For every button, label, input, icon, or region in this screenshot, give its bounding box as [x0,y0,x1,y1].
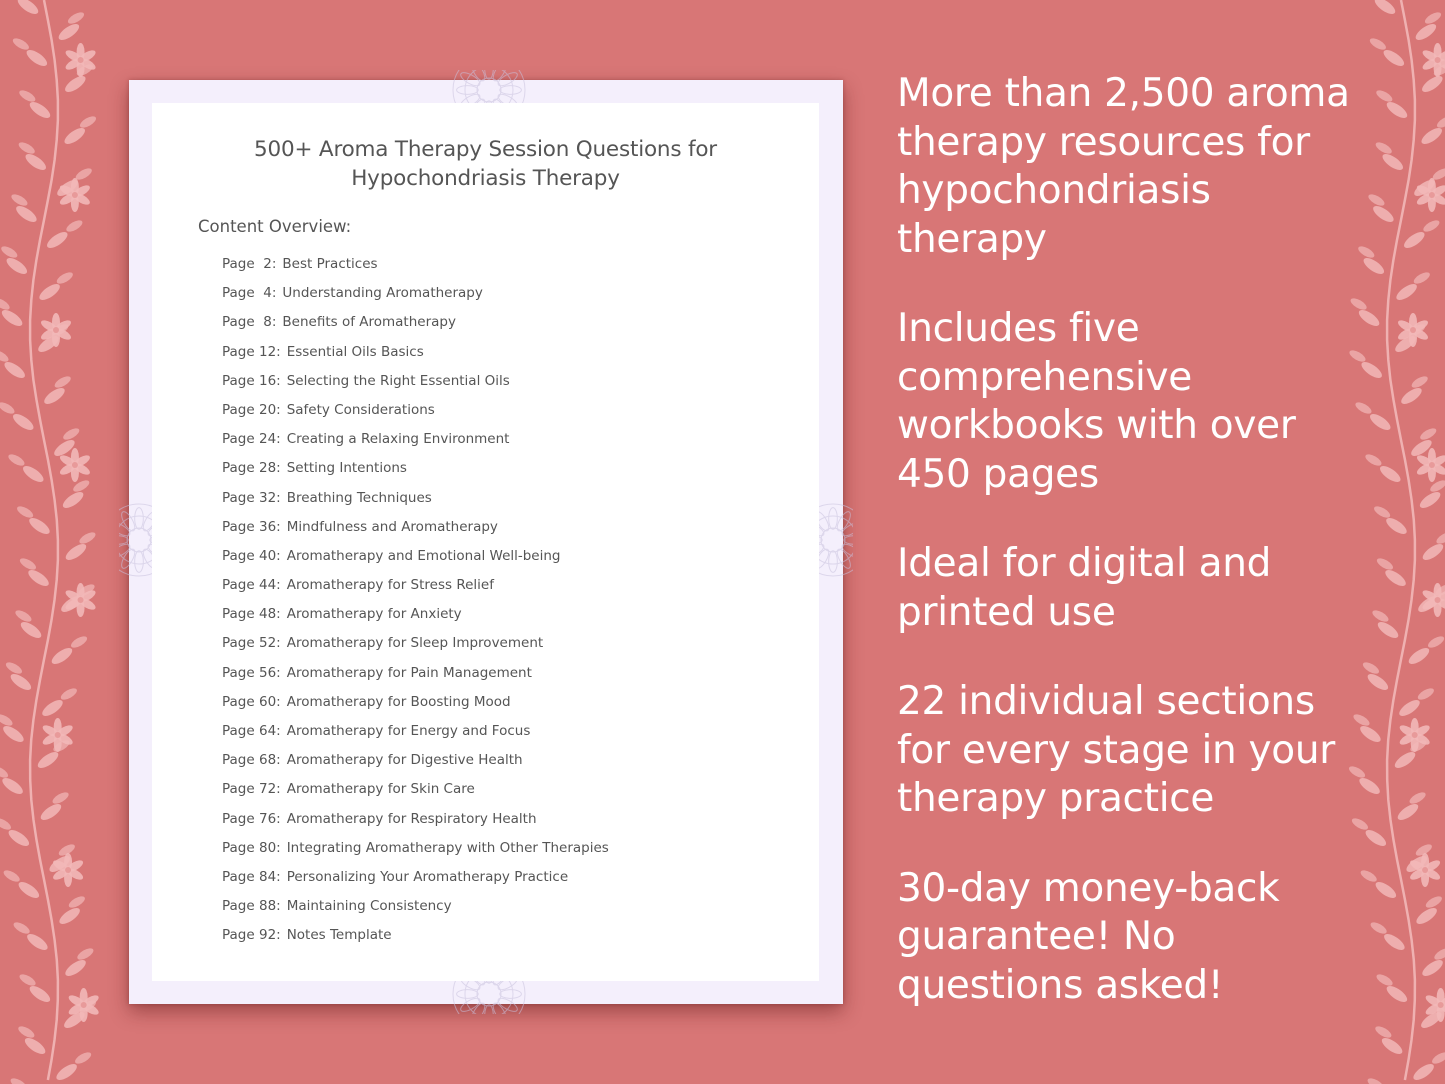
leaf-icon [1411,1061,1436,1083]
feature-line: workbooks with over [897,403,1296,448]
toc-page-number: Page 12: [222,343,281,360]
feature-line: guarantee! No [897,914,1176,959]
leaf-icon [37,281,62,303]
document-title-line-1: 500+ Aroma Therapy Session Questions for [254,137,717,162]
feature-list [897,70,1417,1051]
toc-title: Integrating Aromatherapy with Other Therapies [286,839,609,856]
leaf-icon [60,489,85,511]
toc-page-number: Page 68: [222,752,281,769]
toc-title: Understanding Aromatherapy [282,285,483,302]
toc-page-number: Page 80: [222,839,281,856]
feature-line: 22 individual sections [897,679,1315,724]
toc-item [222,487,609,516]
toc-page-number: Page 44: [222,577,281,594]
toc-item [222,866,609,895]
leaf-icon [1414,905,1439,927]
leaf-icon [16,879,41,901]
toc-item [222,457,609,486]
toc-title: Setting Intentions [286,460,407,477]
feature-item [897,540,1417,637]
toc-title: Maintaining Consistency [286,898,452,915]
feature-item [897,865,1417,1011]
feature-line: Ideal for digital and [897,541,1272,586]
feature-item [897,305,1417,499]
leaf-icon [1420,541,1445,563]
leaf-icon [15,0,40,17]
toc-item [222,574,609,603]
leaf-icon [1420,73,1445,95]
toc-title: Safety Considerations [286,401,435,418]
toc-title: Aromatherapy for Skin Care [286,781,475,798]
toc-item [222,399,609,428]
feature-line: for every stage in your [897,727,1336,773]
leaf-icon [56,21,81,43]
feature-line: therapy resources for [897,119,1310,165]
leaf-icon [54,1061,79,1083]
leaf-icon [1417,489,1442,511]
toc-title: Aromatherapy for Respiratory Health [286,810,537,827]
toc-title: Essential Oils Basics [286,343,424,360]
leaf-icon [8,671,33,693]
leaf-icon [18,619,43,641]
feature-line: therapy practice [897,776,1215,821]
leaf-icon [27,983,52,1005]
toc-page-number: Page 2: [222,256,277,272]
leaf-icon [63,73,88,95]
toc-page-number: Page 28: [222,460,281,477]
leaf-icon [21,463,46,485]
feature-line: hypochondriasis [897,168,1211,213]
toc-item [222,311,609,340]
toc-item [222,253,609,282]
toc-title: Benefits of Aromatherapy [282,314,456,331]
leaf-icon [23,151,48,173]
leaf-icon [35,749,60,771]
toc-title: Selecting the Right Essential Oils [286,372,510,389]
toc-title: Aromatherapy for Pain Management [286,664,532,681]
leaf-icon [6,827,31,849]
toc-title: Mindfulness and Aromatherapy [286,518,498,535]
toc-item [222,603,609,632]
toc-page-number: Page 4: [222,285,277,302]
leaf-icon [14,203,39,225]
feature-line: questions asked! [897,962,1224,1008]
toc-page-number: Page 16: [222,372,281,389]
toc-item [222,924,609,953]
left-floral-vine [0,0,110,1084]
leaf-icon [1381,47,1406,69]
toc-page-number: Page 8: [222,314,277,331]
leaf-icon [1372,0,1397,17]
toc-item [222,370,609,399]
leaf-icon [63,541,88,563]
toc-item [222,545,609,574]
toc-page-number: Page 76: [222,810,281,827]
leaf-icon [1420,957,1445,979]
leaf-icon [38,801,63,823]
toc-page-number: Page 20: [222,401,281,418]
toc-item [222,837,609,866]
feature-line: 450 pages [897,451,1099,497]
toc-title: Aromatherapy for Anxiety [286,606,462,623]
toc-item [222,895,609,924]
toc-item [222,778,609,807]
toc-page-number: Page 32: [222,489,281,506]
toc-item [222,282,609,311]
toc-item [222,662,609,691]
document-page [152,103,819,981]
toc-title: Aromatherapy and Emotional Well-being [286,547,561,564]
table-of-contents [222,253,609,954]
leaf-icon [0,307,25,329]
leaf-icon [2,359,27,381]
leaf-icon [11,411,36,433]
leaf-icon [1,723,26,745]
leaf-icon [0,775,25,797]
leaf-icon [27,515,52,537]
feature-line: therapy [897,216,1047,262]
toc-page-number: Page 64: [222,723,281,739]
leaf-icon [4,255,29,277]
toc-page-number: Page 24: [222,431,281,448]
document-preview [129,80,843,1004]
leaf-icon [49,645,74,667]
leaf-icon [63,957,88,979]
toc-item [222,632,609,661]
toc-item [222,516,609,545]
toc-page-number: Page 92: [222,927,281,944]
toc-title: Aromatherapy for Energy and Focus [286,723,531,739]
toc-page-number: Page 48: [222,606,281,623]
toc-item [222,808,609,837]
leaf-icon [45,229,70,251]
leaf-icon [57,905,82,927]
toc-page-number: Page 88: [222,898,281,915]
toc-item [222,341,609,370]
leaf-icon [62,125,87,147]
toc-item [222,691,609,720]
flower-icon [64,43,97,77]
toc-page-number: Page 72: [222,781,281,798]
leaf-icon [1413,21,1438,43]
toc-item [222,720,609,749]
mandala-right-icon [813,450,853,630]
flower-icon [41,718,74,752]
leaf-icon [42,385,67,407]
toc-title: Aromatherapy for Stress Relief [286,577,494,594]
feature-line: Includes five [897,306,1140,351]
feature-line: printed use [897,589,1116,635]
toc-page-number: Page 60: [222,693,281,710]
toc-item [222,749,609,778]
toc-title: Aromatherapy for Sleep Improvement [286,635,544,652]
feature-line: comprehensive [897,354,1192,400]
feature-line: More than 2,500 aroma [897,71,1350,116]
leaf-icon [26,567,51,589]
document-title-line-2: Hypochondriasis Therapy [351,166,620,191]
toc-page-number: Page 36: [222,518,281,535]
toc-page-number: Page 56: [222,664,281,681]
content-overview-label: Content Overview: [198,217,352,236]
toc-title: Creating a Relaxing Environment [286,431,510,448]
toc-title: Aromatherapy for Boosting Mood [286,693,511,710]
toc-page-number: Page 40: [222,547,281,564]
document-title [152,135,819,193]
toc-title: Notes Template [286,927,392,944]
toc-title: Breathing Techniques [286,489,432,506]
leaf-icon [40,697,65,719]
feature-line: 30-day money-back [897,865,1280,911]
leaf-icon [24,47,49,69]
toc-title: Best Practices [282,256,378,272]
toc-page-number: Page 52: [222,635,281,652]
feature-item [897,70,1417,264]
leaf-icon [27,99,52,121]
feature-item [897,678,1417,824]
leaf-icon [22,1035,47,1057]
toc-title: Aromatherapy for Digestive Health [286,752,523,769]
leaf-icon [1419,125,1444,147]
toc-title: Personalizing Your Aromatherapy Practice [286,868,569,885]
toc-item [222,428,609,457]
toc-page-number: Page 84: [222,868,281,885]
leaf-icon [25,931,50,953]
